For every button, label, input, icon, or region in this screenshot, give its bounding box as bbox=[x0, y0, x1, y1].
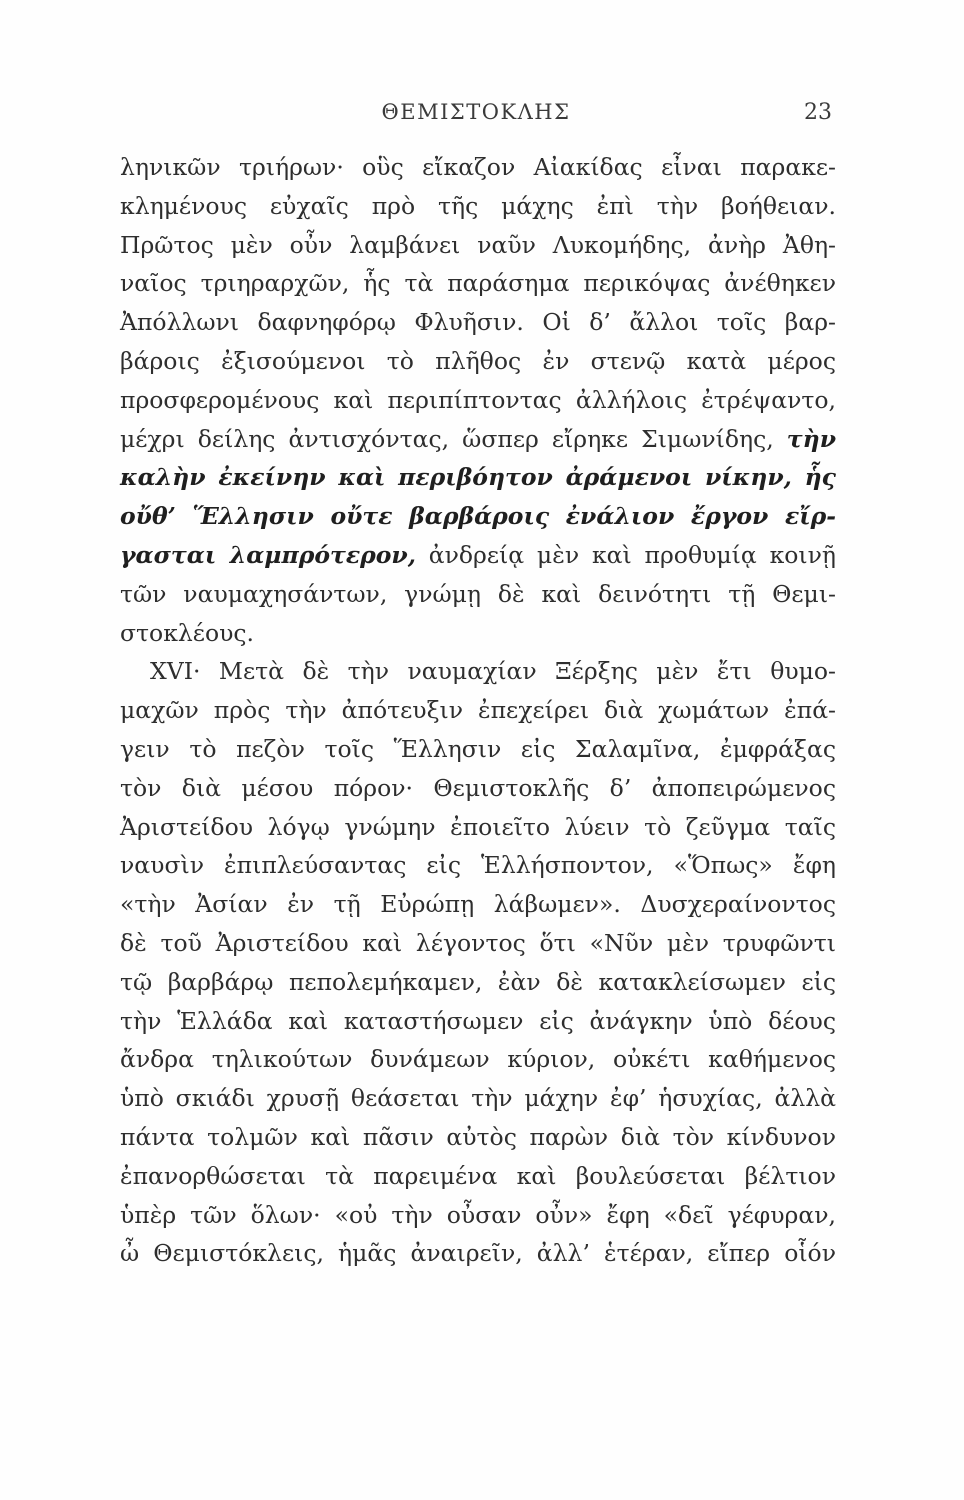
text-line bbox=[120, 652, 836, 691]
text-segment: προσφερομένους καὶ περιπίπτοντας ἀλλήλοις ἐτρέψαντο, bbox=[120, 385, 836, 414]
text-line bbox=[120, 769, 836, 808]
text-line bbox=[120, 730, 836, 769]
text-line bbox=[120, 808, 836, 847]
text-line bbox=[120, 1002, 836, 1041]
text-segment: κλημένους εὐχαῖς πρὸ τῆς μάχης ἐπὶ τὴν βοήθειαν. bbox=[120, 191, 836, 220]
text-line bbox=[120, 264, 836, 303]
text-line bbox=[120, 963, 836, 1002]
text-segment: ὑπὸ σκιάδι χρυσῇ θεάσεται τὴν μάχην ἐφ’ ἡσυχίας, ἀλλὰ bbox=[120, 1084, 836, 1113]
emphasized-text: καλὴν ἐκείνην καὶ περιβόητον ἀράμενοι νίκην, ἧς bbox=[120, 463, 836, 492]
text-segment: ὦ Θεμιστόκλεις, ἡμᾶς ἀναιρεῖν, ἀλλ’ ἑτέραν, εἴπερ οἷόν bbox=[120, 1239, 836, 1268]
text-segment: Ἀριστείδου λόγῳ γνώμην ἐποιεῖτο λύειν τὸ ζεῦγμα ταῖς bbox=[120, 812, 836, 841]
text-line bbox=[120, 1079, 836, 1118]
emphasized-text: τὴν bbox=[786, 424, 836, 453]
text-line bbox=[120, 1157, 836, 1196]
text-segment: «τὴν Ἀσίαν ἐν τῇ Εὐρώπῃ λάβωμεν». Δυσχεραίνοντος bbox=[120, 890, 836, 919]
text-segment: βάροις ἐξισούμενοι τὸ πλῆθος ἐν στενῷ κατὰ μέρος bbox=[120, 346, 836, 375]
text-line bbox=[120, 536, 836, 575]
text-segment: τῶν ναυμαχησάντων, γνώμῃ δὲ καὶ δεινότητι τῇ Θεμι- bbox=[120, 579, 836, 608]
text-segment: ναῖος τριηραρχῶν, ἧς τὰ παράσημα περικόψας ἀνέθηκεν bbox=[120, 269, 836, 298]
text-line bbox=[120, 691, 836, 730]
text-segment: γειν τὸ πεζὸν τοῖς Ἕλλησιν εἰς Σαλαμῖνα, ἐμφράξας bbox=[120, 734, 836, 763]
text-segment: τῷ βαρβάρῳ πεπολεμήκαμεν, ἐὰν δὲ κατακλείσωμεν εἰς bbox=[120, 967, 836, 996]
running-head bbox=[120, 100, 832, 136]
text-line bbox=[120, 497, 836, 536]
text-line bbox=[120, 226, 836, 265]
text-line bbox=[120, 1118, 836, 1157]
text-segment: Πρῶτος μὲν οὖν λαμβάνει ναῦν Λυκομήδης, ἀνὴρ Ἀθη- bbox=[120, 230, 836, 259]
text-segment: ὑπὲρ τῶν ὅλων· «οὐ τὴν οὖσαν οὖν» ἔφη «δεῖ γέφυραν, bbox=[120, 1200, 836, 1229]
body-text bbox=[120, 148, 836, 1273]
text-segment: μαχῶν πρὸς τὴν ἀπότευξιν ἐπεχείρει διὰ χωμάτων ἐπά- bbox=[120, 696, 836, 725]
text-line bbox=[120, 1040, 836, 1079]
text-line bbox=[120, 148, 836, 187]
text-segment: Ἀπόλλωνι δαφνηφόρῳ Φλυῆσιν. Οἱ δ’ ἄλλοι τοῖς βαρ- bbox=[120, 308, 836, 337]
text-segment: ληνικῶν τριήρων· οὓς εἴκαζον Αἰακίδας εἶναι παρακε- bbox=[120, 153, 836, 181]
text-line bbox=[120, 575, 836, 614]
text-segment: πάντα τολμῶν καὶ πᾶσιν αὐτὸς παρὼν διὰ τὸν κίνδυνον bbox=[120, 1122, 836, 1151]
emphasized-text: γασται λαμπρότερον, bbox=[120, 540, 416, 569]
text-segment: στοκλέους. bbox=[120, 618, 255, 647]
text-segment: ἀνδρείᾳ μὲν καὶ προθυμίᾳ κοινῇ bbox=[415, 540, 836, 569]
text-segment: τὴν Ἑλλάδα καὶ καταστήσωμεν εἰς ἀνάγκην ὑπὸ δέους bbox=[120, 1006, 836, 1035]
text-line bbox=[120, 614, 836, 653]
text-segment: ἐπανορθώσεται τὰ παρειμένα καὶ βουλεύσεται βέλτιον bbox=[120, 1161, 836, 1190]
text-line bbox=[120, 420, 836, 459]
text-line bbox=[120, 1234, 836, 1273]
text-line bbox=[120, 458, 836, 497]
text-segment: ναυσὶν ἐπιπλεύσαντας εἰς Ἑλλήσποντον, «Ὅπως» ἔφη bbox=[120, 851, 836, 880]
running-title: ΘΕΜΙΣΤΟΚΛΗΣ bbox=[381, 100, 571, 124]
text-segment: ἄνδρα τηλικούτων δυνάμεων κύριον, οὐκέτι καθήμενος bbox=[120, 1045, 836, 1074]
text-line bbox=[120, 381, 836, 420]
text-line bbox=[120, 187, 836, 226]
emphasized-text: οὔθ’ Ἕλλησιν οὔτε βαρβάροις ἐνάλιον ἔργον εἴρ- bbox=[120, 502, 836, 531]
text-line bbox=[120, 846, 836, 885]
text-line bbox=[120, 342, 836, 381]
text-segment: τὸν διὰ μέσου πόρον· Θεμιστοκλῆς δ’ ἀποπειρώμενος bbox=[120, 773, 836, 802]
text-segment: μέχρι δείλης ἀντισχόντας, ὥσπερ εἴρηκε Σιμωνίδης, bbox=[120, 424, 787, 453]
text-segment: δὲ τοῦ Ἀριστείδου καὶ λέγοντος ὅτι «Νῦν μὲν τρυφῶντι bbox=[120, 928, 836, 957]
text-line bbox=[120, 303, 836, 342]
page-number: 23 bbox=[804, 100, 832, 125]
text-line bbox=[120, 1196, 836, 1235]
text-line bbox=[120, 924, 836, 963]
text-line bbox=[120, 885, 836, 924]
text-segment: ΧVΙ· Μετὰ δὲ τὴν ναυμαχίαν Ξέρξης μὲν ἔτι θυμο- bbox=[150, 657, 836, 686]
